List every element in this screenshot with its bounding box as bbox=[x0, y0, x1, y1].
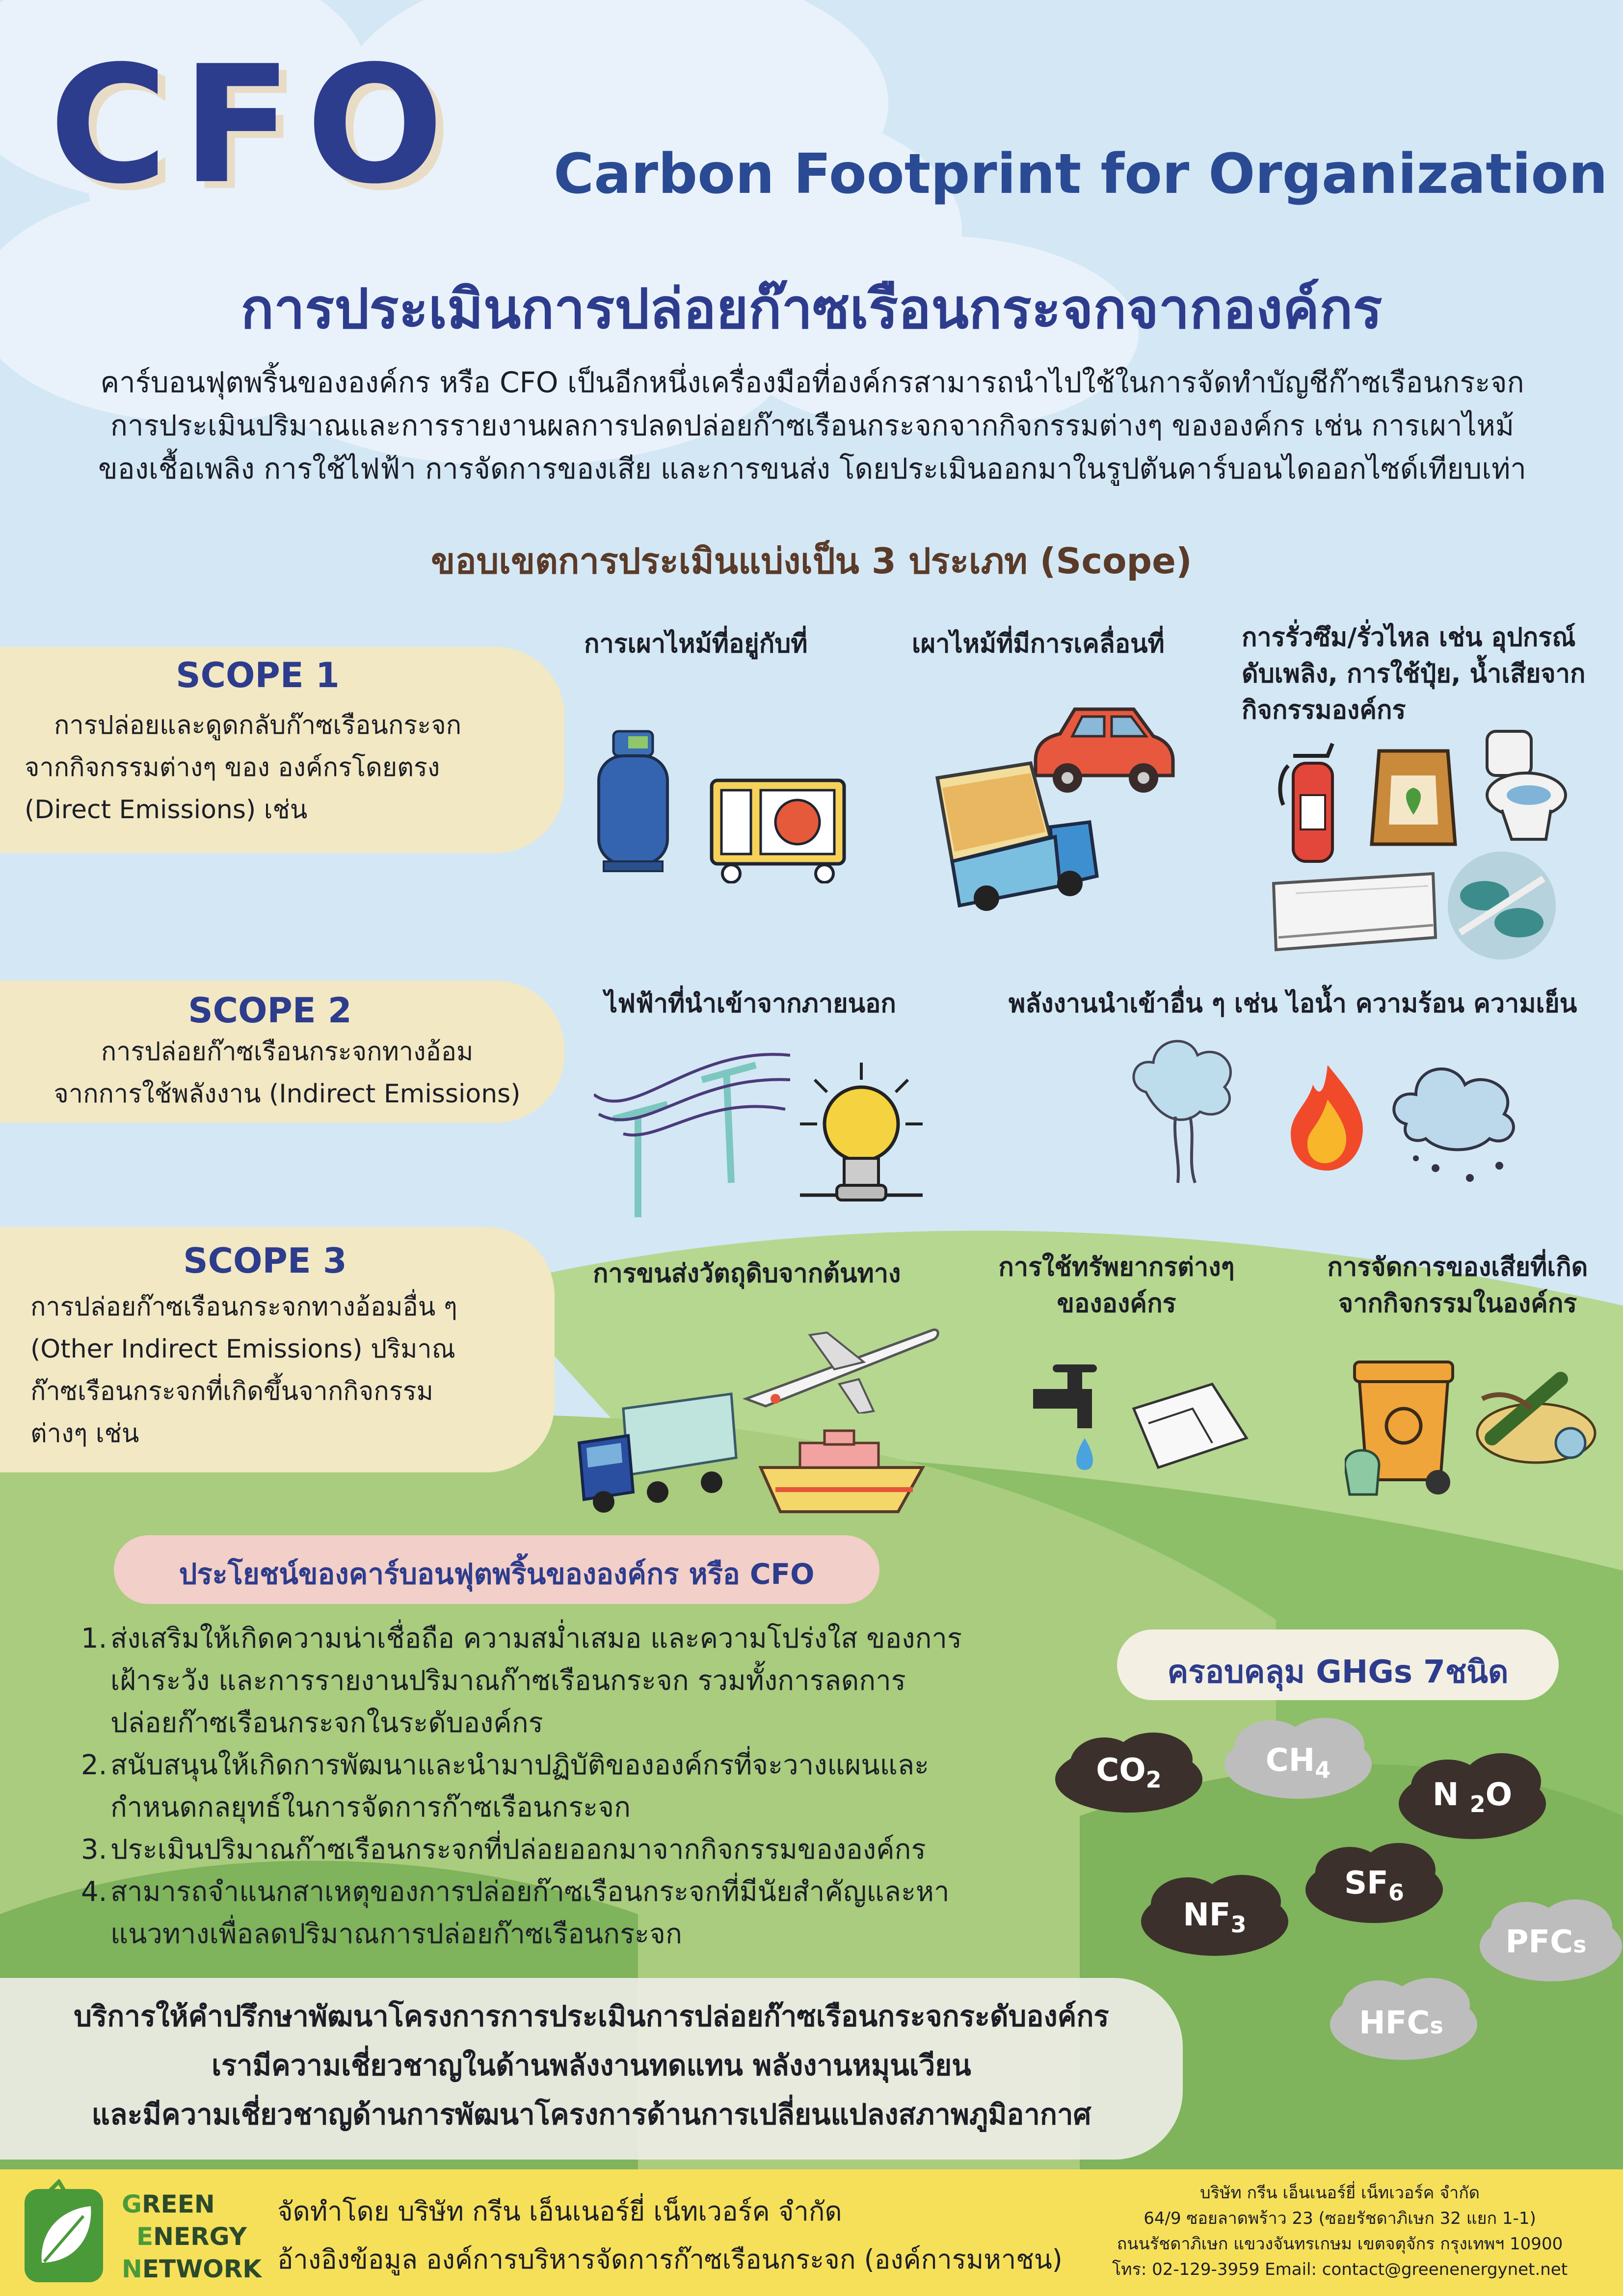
address-line: บริษัท กรีน เอ็นเนอร์ยี่ เน็ทเวอร์ค จำกัด bbox=[1200, 2183, 1480, 2203]
gas-subscript: s bbox=[1573, 1931, 1587, 1958]
air-conditioner-icon bbox=[1266, 864, 1443, 957]
power-line-icon bbox=[594, 1036, 790, 1222]
scope3-caption-waste bbox=[1305, 1249, 1610, 1322]
gas-formula: N bbox=[1432, 1777, 1459, 1813]
scope3-line: (Other Indirect Emissions) ปริมาณ bbox=[30, 1335, 455, 1364]
light-bulb-icon bbox=[790, 1060, 932, 1207]
list-number: 4. bbox=[81, 1876, 107, 1908]
organic-waste-icon bbox=[1472, 1360, 1600, 1468]
caption-line: กิจกรรมองค์กร bbox=[1242, 695, 1406, 725]
fire-extinguisher-icon bbox=[1274, 736, 1347, 864]
address-line: ถนนรัชดาภิเษก แขวงจันทรเกษม เขตจตุจักร กรุงเทพฯ 10900 bbox=[1117, 2234, 1563, 2254]
ch4-label bbox=[1254, 1742, 1342, 1783]
list-item bbox=[81, 1829, 1033, 1871]
leaf-logo-icon bbox=[20, 2179, 108, 2287]
scope2-title: SCOPE 2 bbox=[188, 990, 352, 1031]
scope3-line: การปล่อยก๊าซเรือนกระจกทางอ้อมอื่น ๆ bbox=[30, 1292, 457, 1322]
scope3-line: ก๊าซเรือนกระจกที่เกิดขึ้นจากกิจกรรม bbox=[30, 1377, 433, 1406]
service-text bbox=[0, 1992, 1183, 2139]
list-line: แนวทางเพื่อลดปริมาณการปล่อยก๊าซเรือนกระจก bbox=[110, 1918, 682, 1950]
gas-subscript: 2 bbox=[1469, 1790, 1486, 1817]
caption-line: จากกิจกรรมในองค์กร bbox=[1338, 1289, 1577, 1318]
logo-initial: G bbox=[122, 2190, 142, 2218]
logo-initial: N bbox=[122, 2255, 142, 2283]
list-line: สามารถจำแนกสาเหตุของการปล่อยก๊าซเรือนกระจกที่มีนัยสำคัญและหา bbox=[110, 1876, 950, 1908]
pfcs-label bbox=[1497, 1924, 1595, 1960]
scope2-caption-electricity: ไฟฟ้าที่นำเข้าจากภายนอก bbox=[605, 989, 896, 1018]
gas-subscript: 6 bbox=[1388, 1879, 1404, 1906]
gas-subscript: 3 bbox=[1230, 1911, 1247, 1938]
scope3-line: ต่างๆ เช่น bbox=[30, 1419, 139, 1448]
caption-line: การรั่วซึม/รั่วไหล เช่น อุปกรณ์ bbox=[1242, 623, 1576, 652]
scope2-line: การปล่อยก๊าซเรือนกระจกทางอ้อม bbox=[101, 1037, 474, 1067]
logo-initial: E bbox=[136, 2222, 154, 2251]
intro-paragraph bbox=[44, 361, 1580, 490]
nf3-label bbox=[1171, 1897, 1259, 1938]
caption-line: ขององค์กร bbox=[1057, 1289, 1176, 1318]
toilet-icon bbox=[1472, 726, 1570, 844]
hfcs-label bbox=[1347, 2005, 1455, 2041]
caption-line: การจัดการของเสียที่เกิด bbox=[1327, 1253, 1588, 1282]
caption-line: การใช้ทรัพยากรต่างๆ bbox=[998, 1253, 1235, 1282]
ghg-title: ครอบคลุม GHGs 7ชนิด bbox=[1167, 1654, 1509, 1690]
list-line: ปล่อยก๊าซเรือนกระจกในระดับองค์กร bbox=[110, 1707, 543, 1739]
scope1-caption-mobile: เผาไหม้ที่มีการเคลื่อนที่ bbox=[912, 629, 1165, 659]
scope3-caption-upstream-transport: การขนส่งวัตถุดิบจากต้นทาง bbox=[593, 1259, 901, 1288]
sf6-label bbox=[1330, 1865, 1418, 1906]
cfo-title: CFO bbox=[49, 31, 458, 219]
gas-subscript: s bbox=[1430, 2012, 1443, 2039]
water-tap-icon bbox=[1023, 1360, 1117, 1472]
gas-formula: O bbox=[1485, 1777, 1513, 1813]
logo-rest: REEN bbox=[142, 2190, 215, 2218]
logo-rest: ETWORK bbox=[142, 2255, 262, 2283]
snow-cloud-icon bbox=[1386, 1041, 1529, 1188]
list-line: ประเมินปริมาณก๊าซเรือนกระจกที่ปล่อยออกมาจากกิจกรรมขององค์กร bbox=[110, 1834, 926, 1866]
list-number: 2. bbox=[81, 1749, 107, 1781]
scope1-title: SCOPE 1 bbox=[176, 655, 340, 695]
list-line: ส่งเสริมให้เกิดความน่าเชื่อถือ ความสม่ำเสมอ และความโปร่งใส ของการ bbox=[110, 1623, 962, 1655]
company-logo-text bbox=[122, 2188, 262, 2285]
service-line: เรามีความเชี่ยวชาญในด้านพลังงานทดแทน พลังงานหมุนเวียน bbox=[212, 2049, 971, 2082]
scope1-line: (Direct Emissions) เช่น bbox=[25, 795, 308, 825]
n2o-label bbox=[1423, 1777, 1521, 1817]
fertilizer-bag-icon bbox=[1364, 741, 1463, 854]
list-line: กำหนดกลยุทธ์ในการจัดการก๊าซเรือนกระจก bbox=[110, 1791, 631, 1823]
list-line: สนับสนุนให้เกิดการพัฒนาและนำมาปฏิบัติขององค์กรที่จะวางแผนและ bbox=[110, 1749, 930, 1781]
list-item bbox=[81, 1744, 1033, 1829]
service-line: และมีความเชี่ยวชาญด้านการพัฒนาโครงการด้านการเปลี่ยนแปลงสภาพภูมิอากาศ bbox=[91, 2098, 1091, 2131]
gas-formula: HFC bbox=[1359, 2005, 1430, 2041]
list-line: เฝ้าระวัง และการรายงานปริมาณก๊าซเรือนกระจก รวมทั้งการลดการ bbox=[110, 1665, 906, 1697]
list-number: 1. bbox=[81, 1623, 107, 1655]
logo-line bbox=[122, 2253, 262, 2285]
logo-line bbox=[122, 2188, 262, 2220]
gas-subscript: 2 bbox=[1145, 1766, 1162, 1793]
company-address bbox=[1080, 2180, 1600, 2282]
scope3-caption-resources bbox=[982, 1249, 1251, 1322]
intro-line: คาร์บอนฟุตพริ้นขององค์กร หรือ CFO เป็นอีกหนึ่งเครื่องมือที่องค์กรสามารถนำไปใช้ในการจัดทำบัญชีก๊าซเรือนกระจก bbox=[100, 366, 1524, 399]
gas-subscript: 4 bbox=[1315, 1756, 1331, 1783]
service-line: บริการให้คำปรึกษาพัฒนาโครงการการประเมินการปล่อยก๊าซเรือนกระจกระดับองค์กร bbox=[74, 2000, 1109, 2033]
co2-label bbox=[1085, 1752, 1173, 1793]
scopes-heading: ขอบเขตการประเมินแบ่งเป็น 3 ประเภท (Scope) bbox=[431, 540, 1192, 582]
scope1-description bbox=[25, 704, 555, 831]
gas-formula: CO bbox=[1096, 1752, 1146, 1789]
paper-icon bbox=[1129, 1379, 1251, 1472]
logo-line bbox=[122, 2220, 262, 2253]
title-thai: การประเมินการปล่อยก๊าซเรือนกระจกจากองค์กร bbox=[240, 277, 1383, 341]
delivery-truck-icon bbox=[932, 758, 1099, 915]
scope1-line: จากกิจกรรมต่างๆ ของ องค์กรโดยตรง bbox=[25, 753, 440, 782]
ship-icon bbox=[756, 1428, 928, 1517]
scope2-line: จากการใช้พลังงาน (Indirect Emissions) bbox=[53, 1079, 521, 1109]
steam-cloud-icon bbox=[1126, 1028, 1244, 1185]
scope1-caption-fugitive bbox=[1242, 619, 1585, 728]
gas-formula: CH bbox=[1265, 1742, 1315, 1779]
scope1-caption-stationary: การเผาไหม้ที่อยู่กับที่ bbox=[584, 629, 808, 659]
made-by: จัดทำโดย บริษัท กรีน เอ็นเนอร์ยี่ เน็ทเวอร์ค จำกัด bbox=[277, 2196, 842, 2227]
caption-line: ดับเพลิง, การใช้ปุ๋ย, น้ำเสียจาก bbox=[1242, 659, 1586, 689]
benefits-title: ประโยชน์ของคาร์บอนฟุตพริ้นขององค์กร หรือ CFO bbox=[179, 1557, 815, 1591]
gas-cylinder-icon bbox=[591, 726, 675, 874]
list-number: 3. bbox=[81, 1834, 107, 1866]
address-line: 64/9 ซอยลาดพร้าว 23 (ซอยรัชดาภิเษก 32 แยก 1-1) bbox=[1144, 2209, 1536, 2228]
list-item bbox=[81, 1871, 1033, 1955]
gas-formula: SF bbox=[1344, 1865, 1388, 1901]
scope3-title: SCOPE 3 bbox=[183, 1241, 347, 1281]
logo-rest: NERGY bbox=[153, 2222, 247, 2251]
scope3-description bbox=[30, 1286, 551, 1455]
recycle-bin-icon bbox=[1345, 1357, 1463, 1499]
scope2-description bbox=[15, 1031, 559, 1115]
intro-line: ของเชื้อเพลิง การใช้ไฟฟ้า การจัดการของเสีย และการขนส่ง โดยประเมินออกมาในรูปตันคาร์บอนไดออกไซด์เทียบเท่า bbox=[98, 452, 1526, 485]
subtitle-english: Carbon Footprint for Organization bbox=[554, 142, 1608, 206]
list-item bbox=[81, 1618, 1033, 1744]
wastewater-treatment-icon bbox=[1445, 849, 1558, 962]
scope2-caption-other-energy: พลังงานนำเข้าอื่น ๆ เช่น ไอน้ำ ความร้อน ความเย็น bbox=[1009, 989, 1577, 1018]
container-truck-icon bbox=[574, 1389, 741, 1517]
address-line: โทร: 02-129-3959 Email: contact@greenenergynet.net bbox=[1112, 2260, 1568, 2279]
data-reference: อ้างอิงข้อมูล องค์การบริหารจัดการก๊าซเรือนกระจก (องค์การมหาชน) bbox=[277, 2244, 1063, 2275]
benefits-list bbox=[81, 1618, 1033, 1955]
fire-icon bbox=[1283, 1060, 1372, 1173]
scope1-line: การปล่อยและดูดกลับก๊าซเรือนกระจก bbox=[54, 711, 462, 740]
gas-formula: NF bbox=[1183, 1897, 1231, 1933]
generator-icon bbox=[707, 771, 849, 883]
airplane-icon bbox=[736, 1315, 942, 1414]
gas-formula: PFC bbox=[1505, 1924, 1573, 1960]
intro-line: การประเมินปริมาณและการรายงานผลการปลดปล่อยก๊าซเรือนกระจกจากกิจกรรมต่างๆ ขององค์กร เช่น การเผาไหม้ bbox=[110, 409, 1515, 442]
